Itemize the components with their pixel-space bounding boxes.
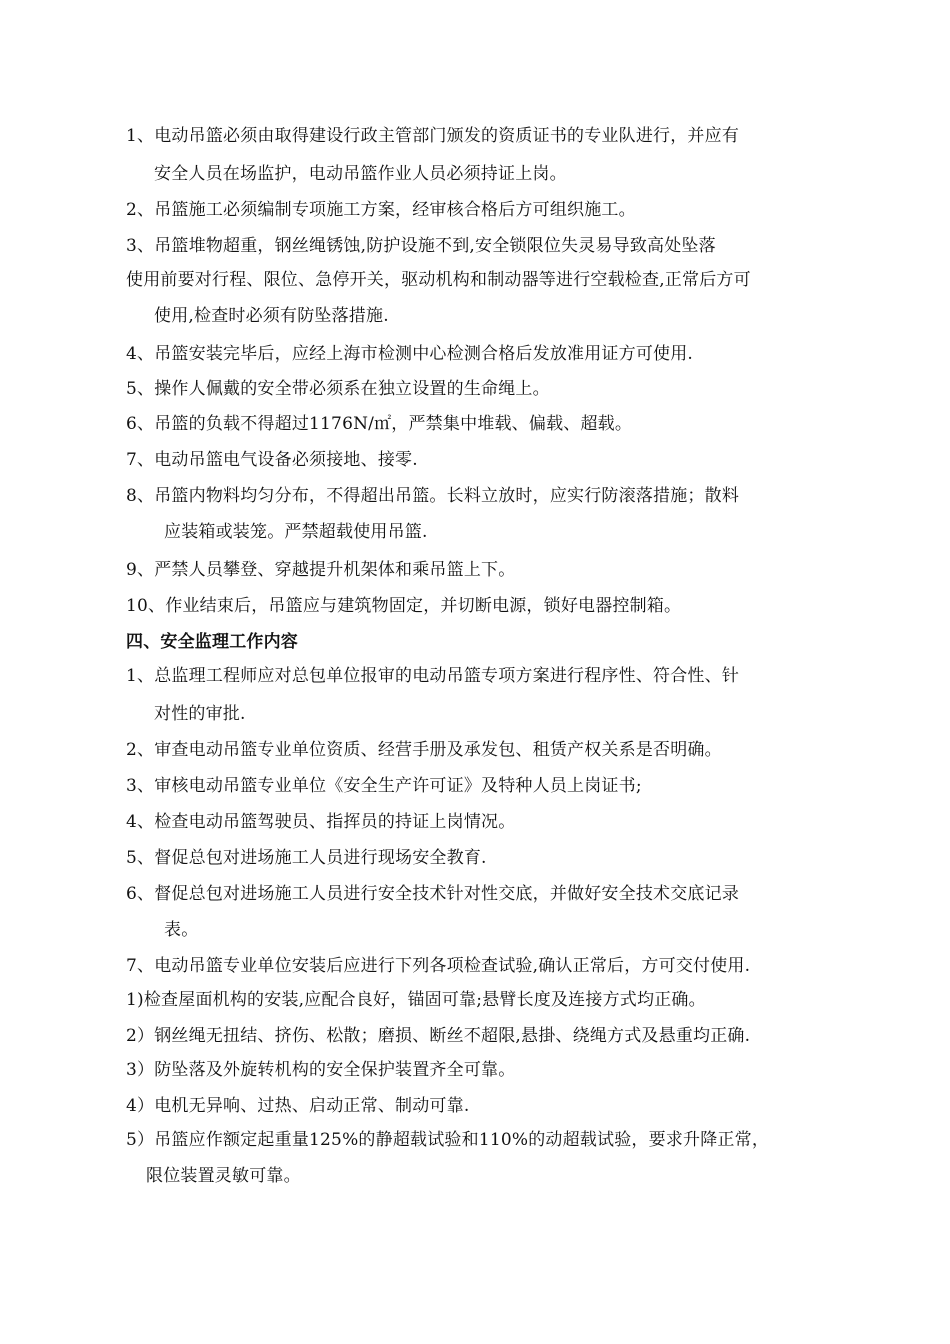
check-5-line-1: 5）吊篮应作额定起重量125%的静超载试验和110%的动超载试验，要求升降正常， [126,1130,770,1150]
supervision-5: 5、督促总包对进场施工人员进行现场安全教育. [126,848,487,868]
supervision-3: 3、审核电动吊篮专业单位《安全生产许可证》及特种人员上岗证书; [126,776,642,796]
item-3-line-1: 3、吊篮堆物超重，钢丝绳锈蚀,防护设施不到,安全锁限位失灵易导致高处坠落 [126,236,716,256]
item-8-line-2: 应装箱或装笼。严禁超载使用吊篮. [164,522,428,542]
supervision-6-line-2: 表。 [164,920,199,940]
item-4: 4、吊篮安装完毕后，应经上海市检测中心检测合格后发放准用证方可使用. [126,344,694,364]
item-5: 5、操作人佩戴的安全带必须系在独立设置的生命绳上。 [126,379,550,399]
item-2: 2、吊篮施工必须编制专项施工方案，经审核合格后方可组织施工。 [126,200,636,220]
item-1-line-1: 1、电动吊篮必须由取得建设行政主管部门颁发的资质证书的专业队进行，并应有 [126,126,740,146]
item-10: 10、作业结束后，吊篮应与建筑物固定，并切断电源，锁好电器控制箱。 [126,596,682,616]
check-2: 2）钢丝绳无扭结、挤伤、松散；磨损、断丝不超限,悬掛、绕绳方式及悬重均正确. [126,1026,751,1046]
section-heading: 四、安全监理工作内容 [126,632,298,652]
supervision-6-line-1: 6、督促总包对进场施工人员进行安全技术针对性交底，并做好安全技术交底记录 [126,884,740,904]
check-3: 3）防坠落及外旋转机构的安全保护装置齐全可靠。 [126,1060,516,1080]
supervision-7: 7、电动吊篮专业单位安装后应进行下列各项检查试验,确认正常后，方可交付使用. [126,956,751,976]
item-9: 9、严禁人员攀登、穿越提升机架体和乘吊篮上下。 [126,560,516,580]
item-6: 6、吊篮的负载不得超过1176N/㎡，严禁集中堆载、偏载、超载。 [126,414,633,434]
supervision-2: 2、审查电动吊篮专业单位资质、经营手册及承发包、租赁产权关系是否明确。 [126,740,722,760]
item-1-line-2: 安全人员在场监护，电动吊篮作业人员必须持证上岗。 [154,164,567,184]
supervision-1-line-1: 1、总监理工程师应对总包单位报审的电动吊篮专项方案进行程序性、符合性、针 [126,666,740,686]
check-4: 4）电机无异响、过热、启动正常、制动可靠. [126,1096,470,1116]
supervision-4: 4、检查电动吊篮驾驶员、指挥员的持证上岗情况。 [126,812,516,832]
item-7: 7、电动吊篮电气设备必须接地、接零. [126,450,418,470]
check-5-line-2: 限位装置灵敏可靠。 [146,1166,301,1186]
check-1: 1)检查屋面机构的安装,应配合良好，锚固可靠;悬臂长度及连接方式均正确。 [126,990,706,1010]
item-8-line-1: 8、吊篮内物料均匀分布，不得超出吊篮。长料立放时，应实行防滚落措施；散料 [126,486,740,506]
item-3-line-2: 使用前要对行程、限位、急停开关，驱动机构和制动器等进行空载检查,正常后方可 [126,270,751,290]
item-3-line-3: 使用,检查时必须有防坠落措施. [154,306,389,326]
supervision-1-line-2: 对性的审批. [154,704,246,724]
